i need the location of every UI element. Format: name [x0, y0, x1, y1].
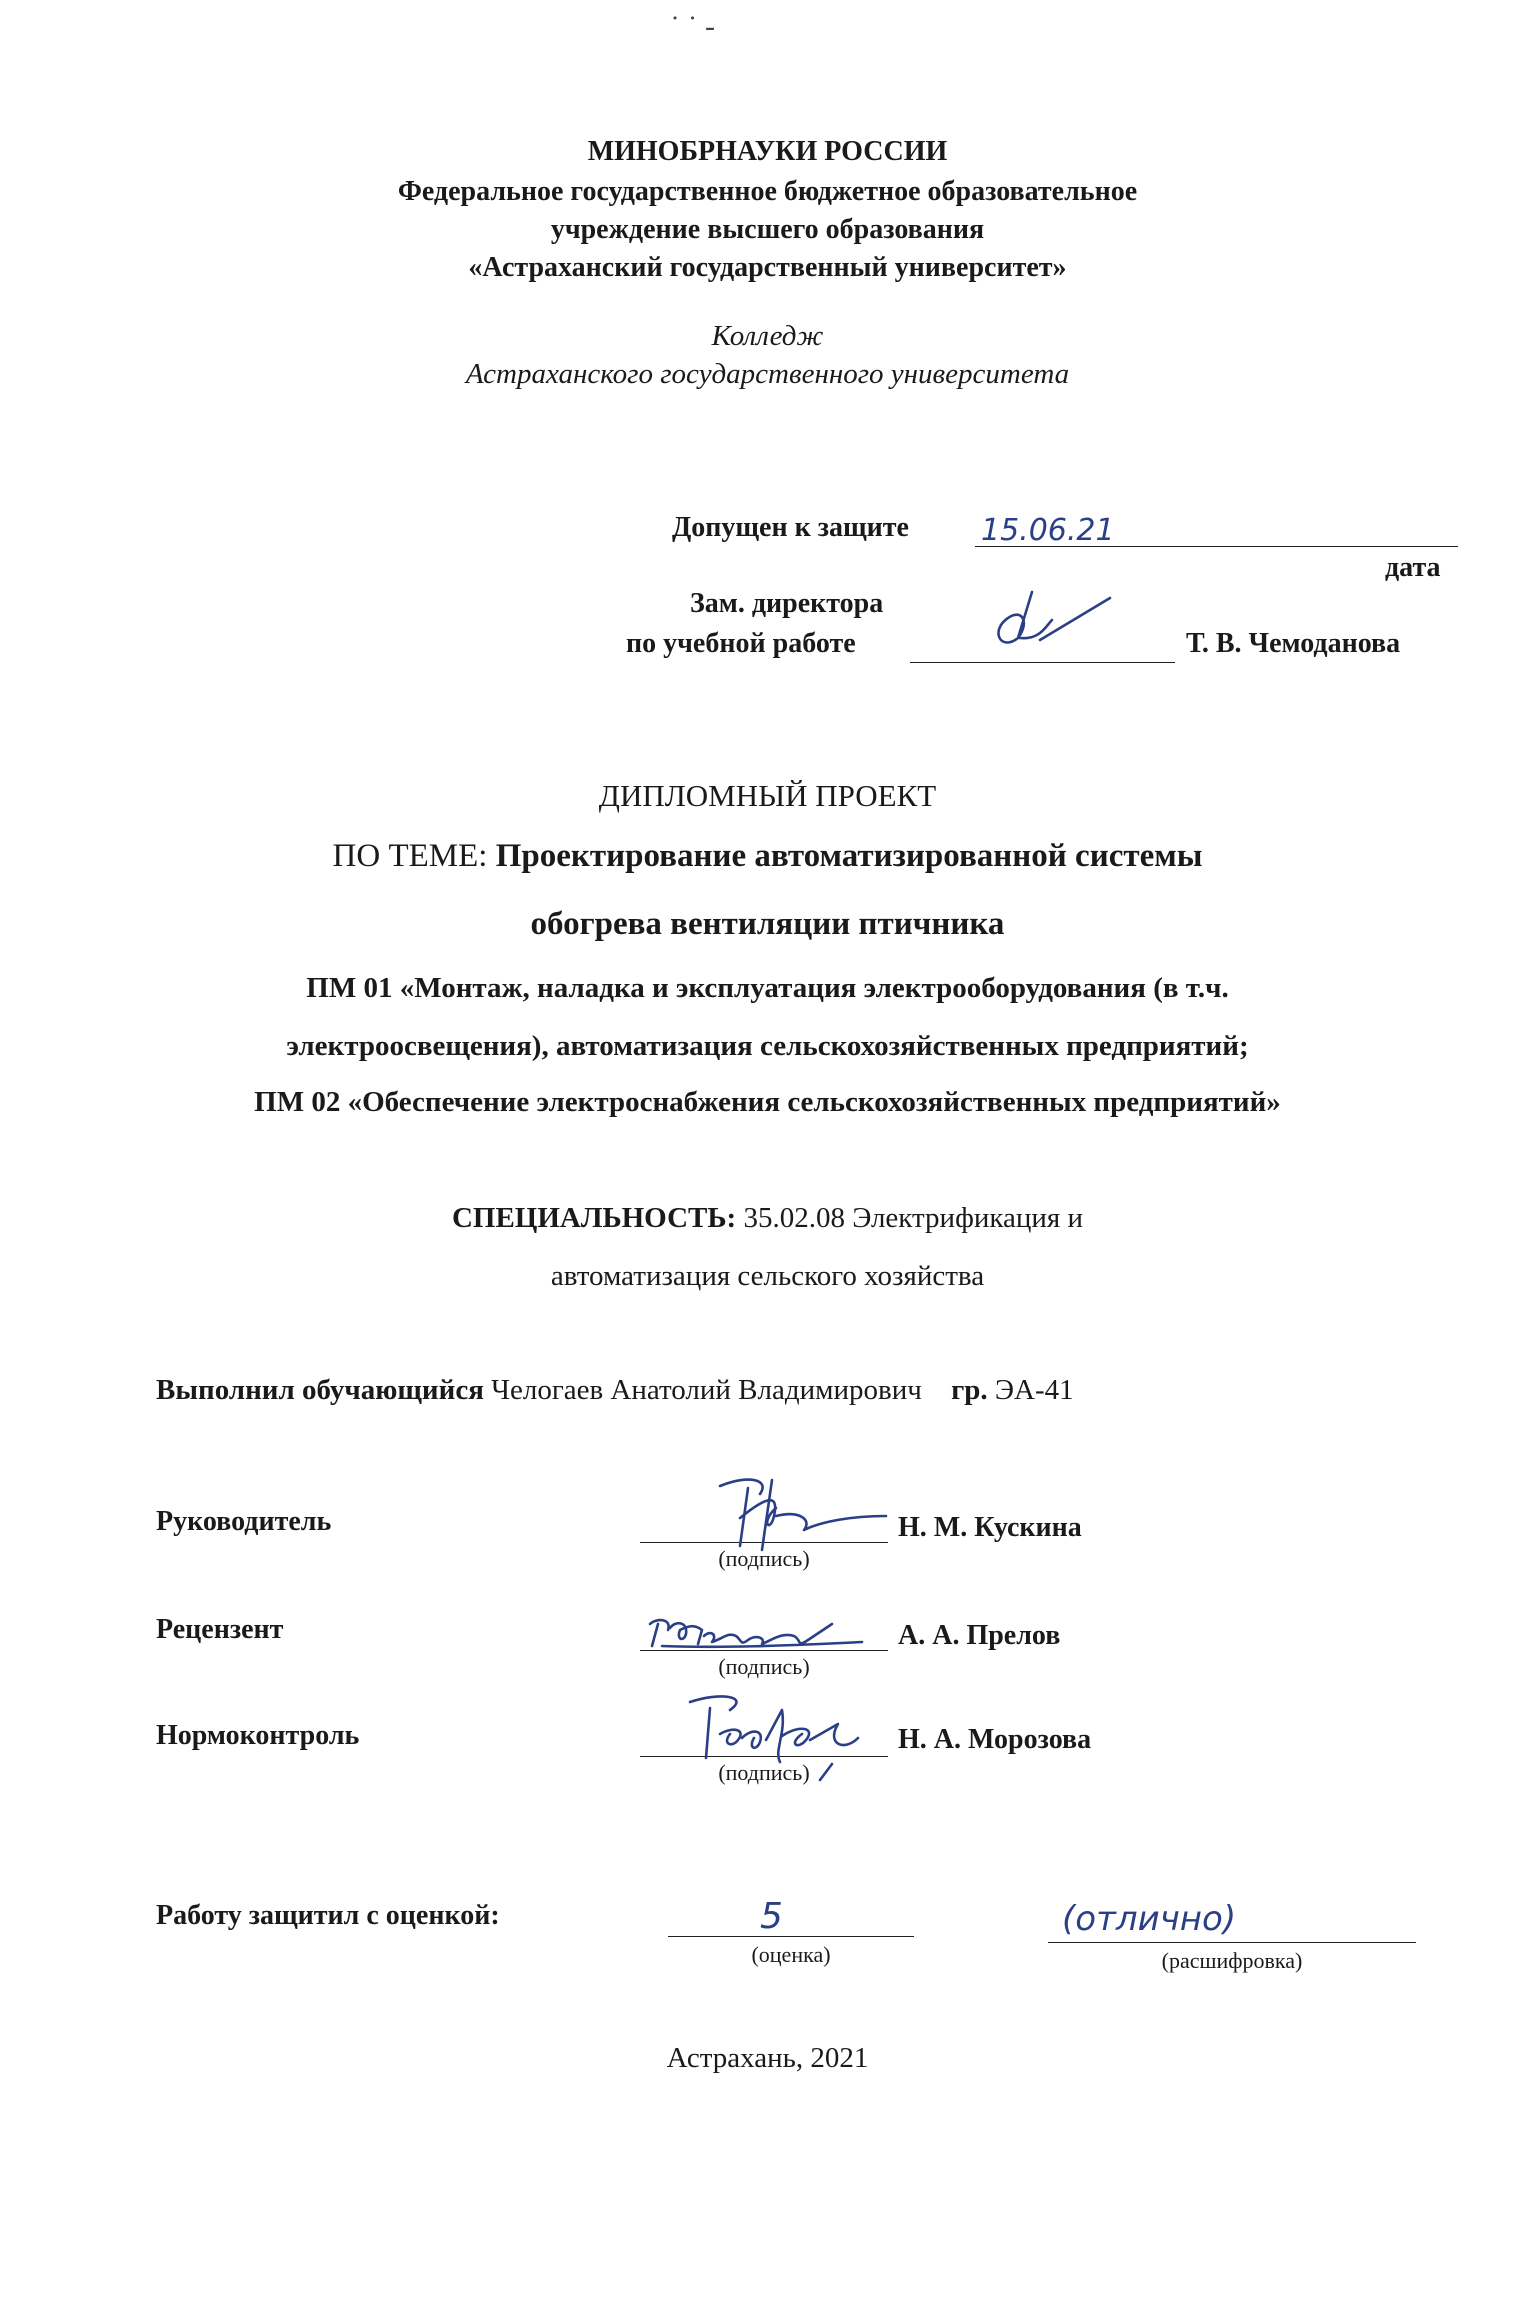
supervisor-name: Н. М. Кускина — [898, 1512, 1082, 1543]
pm-line-1: ПМ 01 «Монтаж, наладка и эксплуатация электрооборудования (в т.ч. — [306, 972, 1229, 1004]
group-label: гр. — [951, 1374, 988, 1406]
deputy-title-line-1: Зам. директора — [690, 588, 884, 619]
svg-text:5: 5 — [760, 1896, 783, 1937]
ministry-title: МИНОБРНАУКИ РОССИИ — [587, 136, 948, 167]
svg-text:15.06.21: 15.06.21 — [981, 513, 1115, 548]
group-value: ЭА-41 — [994, 1374, 1074, 1406]
topic-line-2: обогрева вентиляции птичника — [530, 906, 1005, 942]
project-topic — [0, 838, 1535, 875]
institution-line-1: Федеральное государственное бюджетное образовательное — [397, 176, 1138, 207]
institution-line-2: учреждение высшего образования — [550, 214, 985, 245]
grade-transcript-handwritten — [1048, 1880, 1388, 1944]
pm-line-2: электроосвещения), автоматизация сельскохозяйственных предприятий; — [286, 1030, 1249, 1062]
grade-score-handwritten — [740, 1880, 820, 1940]
date-caption: дата — [1385, 552, 1441, 583]
reviewer-caption: (подпись) — [718, 1654, 810, 1679]
college-line-1: Колледж — [711, 320, 824, 352]
supervisor-role: Руководитель — [156, 1506, 332, 1537]
reviewer-name: А. А. Прелов — [898, 1620, 1061, 1651]
scan-mark: ˙ ˙ - — [670, 10, 715, 43]
topic-line-1: Проектирование автоматизированной системы — [495, 838, 1203, 874]
deputy-signature — [960, 580, 1120, 670]
specialty-code: 35.02.08 Электрификация и — [743, 1202, 1084, 1234]
handwritten-date — [975, 500, 1175, 550]
specialty-label: СПЕЦИАЛЬНОСТЬ: — [451, 1202, 737, 1234]
reviewer-signature — [632, 1600, 882, 1660]
normcontrol-role: Нормоконтроль — [156, 1720, 360, 1751]
deputy-title-line-2: по учебной работе — [626, 628, 856, 659]
student-name: Челогаев Анатолий Владимирович — [491, 1374, 922, 1406]
normcontrol-signature — [660, 1680, 900, 1790]
admitted-label: Допущен к защите — [672, 512, 909, 543]
deputy-name: Т. В. Чемоданова — [1186, 628, 1401, 659]
normcontrol-name: Н. А. Морозова — [898, 1724, 1092, 1755]
svg-text:(отлично): (отлично) — [1062, 1899, 1237, 1939]
specialty-line-2: автоматизация сельского хозяйства — [550, 1260, 985, 1292]
supervisor-signature — [700, 1460, 890, 1570]
student-label: Выполнил обучающийся — [156, 1374, 484, 1406]
college-line-2: Астраханского государственного университета — [465, 358, 1070, 390]
grade-transcript-caption: (расшифровка) — [1161, 1948, 1303, 1973]
university-name: «Астраханский государственный университет» — [468, 252, 1067, 283]
specialty-line-1 — [0, 1202, 1535, 1235]
student-line — [156, 1374, 1074, 1407]
city-year: Астрахань, 2021 — [666, 2042, 869, 2074]
supervisor-caption: (подпись) — [718, 1546, 810, 1571]
topic-prefix: ПО ТЕМЕ: — [332, 838, 488, 874]
reviewer-role: Рецензент — [156, 1614, 284, 1645]
normcontrol-caption: (подпись) — [718, 1760, 810, 1785]
grade-score-caption: (оценка) — [751, 1942, 831, 1967]
project-type: ДИПЛОМНЫЙ ПРОЕКТ — [598, 778, 937, 813]
pm-line-3: ПМ 02 «Обеспечение электроснабжения сельскохозяйственных предприятий» — [254, 1086, 1281, 1118]
grade-label: Работу защитил с оценкой: — [156, 1900, 500, 1931]
